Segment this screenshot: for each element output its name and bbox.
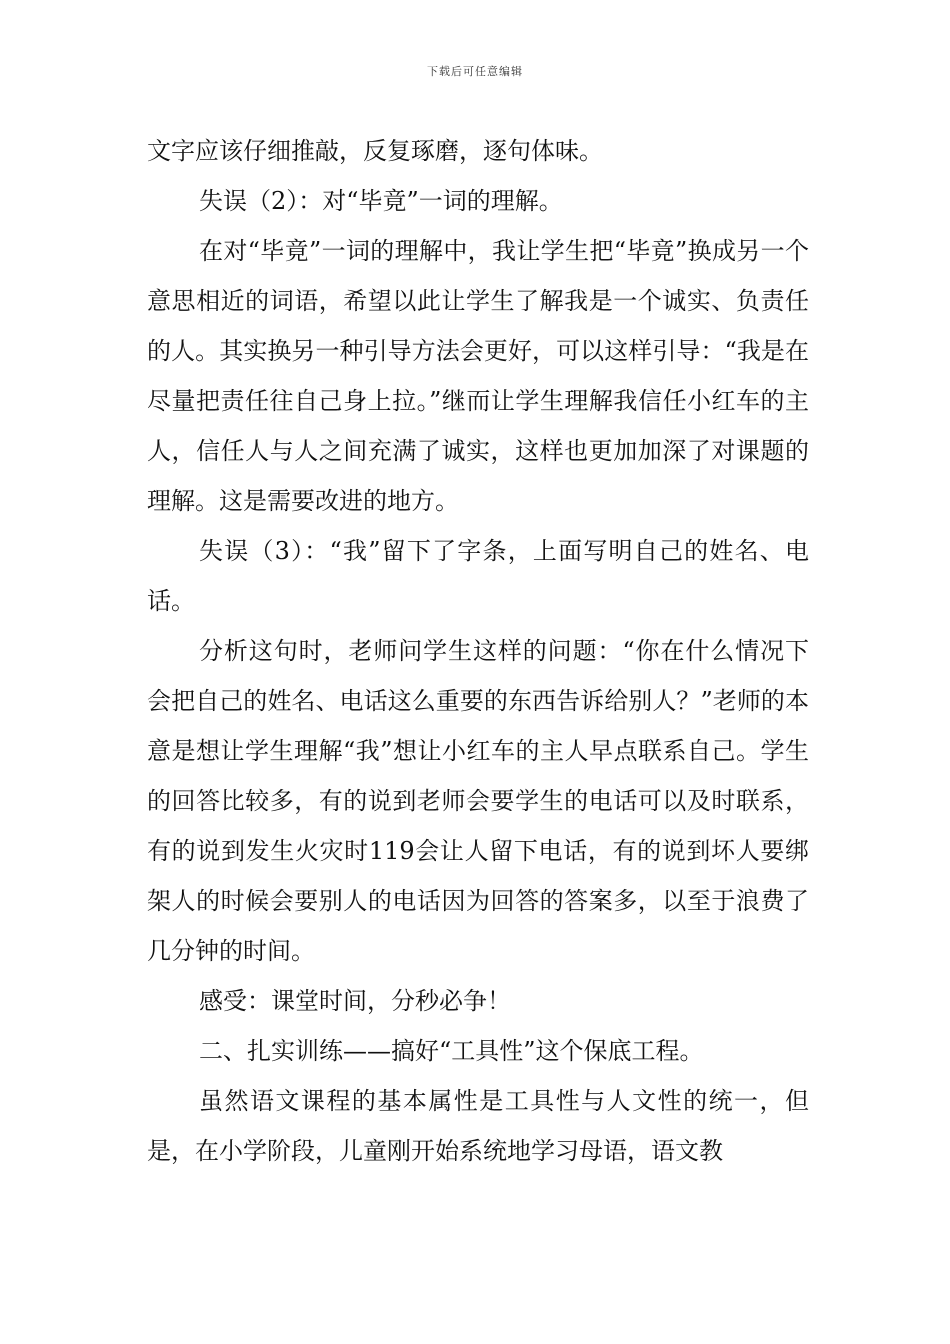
page-header: 下载后可任意编辑 <box>427 65 523 78</box>
paragraph: 失误（3）：“我”留下了字条，上面写明自己的姓名、电话。 <box>147 537 809 615</box>
section-heading: 二、扎实训练——搞好“工具性”这个保底工程。 <box>199 1037 704 1065</box>
paragraph: 分析这句时，老师问学生这样的问题：“你在什么情况下会把自己的姓名、电话这么重要的东西告诉给别人？”老师的本意是想让学生理解“我”想让小红车的主人早点联系自己。学生的回答比较多，有的说到老师会要学生的电话可以及时联系，有的说到发生火灾时119会让人留下电话，有的说到坏人要绑架人的时候会要别人的电话因为回答的答案多，以至于浪费了几分钟的时间。 <box>147 637 809 965</box>
paragraph: 虽然语文课程的基本属性是工具性与人文性的统一，但是，在小学阶段，儿童刚开始系统地学习母语，语文教 <box>147 1087 809 1165</box>
paragraph: 失误（2）：对“毕竟”一词的理解。 <box>199 187 563 215</box>
paragraph: 感受：课堂时间，分秒必争！ <box>199 987 511 1015</box>
paragraph: 在对“毕竟”一词的理解中，我让学生把“毕竟”换成另一个意思相近的词语，希望以此让学生了解我是一个诚实、负责任的人。其实换另一种引导方法会更好，可以这样引导：“我是在尽量把责任往自己身上拉。”继而让学生理解我信任小红车的主人，信任人与人之间充满了诚实，这样也更加加深了对课题的理解。这是需要改进的地方。 <box>147 237 809 515</box>
body-text <box>147 126 809 1176</box>
paragraph: 文字应该仔细推敲，反复琢磨，逐句体味。 <box>147 137 603 165</box>
